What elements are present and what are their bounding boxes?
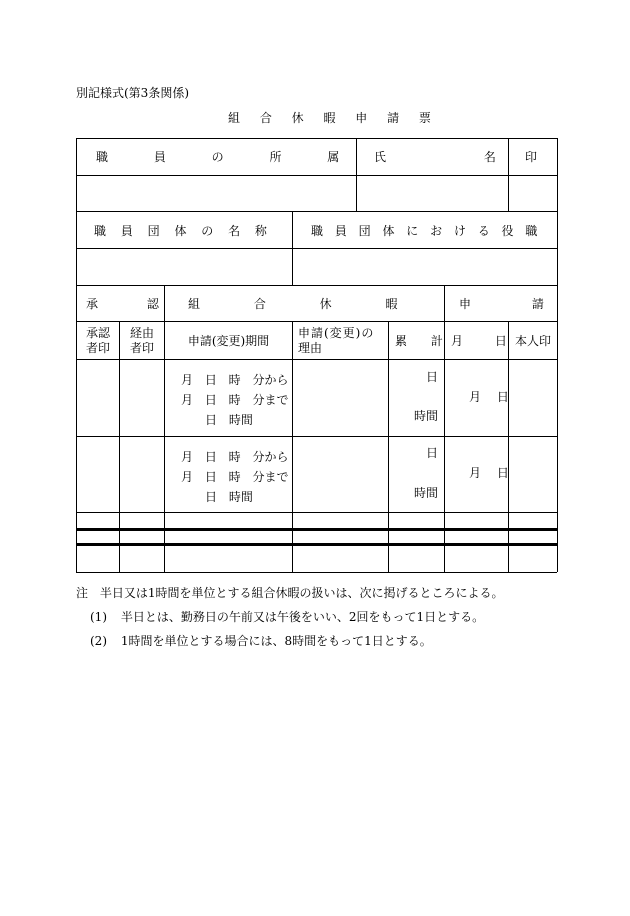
note-item-2: (2) 1時間を単位とする場合には、8時間をもって1日とする。 — [90, 634, 432, 648]
period-header: 申請(変更)期間 — [187, 334, 270, 348]
period-from: 月 日 時 分から — [181, 373, 289, 387]
period-hours: 日 時間 — [205, 490, 253, 504]
page-title: 組 合 休 暇 申 請 票 — [228, 111, 434, 125]
org-name-field[interactable] — [77, 249, 291, 284]
period-to: 月 日 時 分まで — [181, 470, 289, 484]
seal-label: 印 — [525, 150, 538, 164]
org-name-label: 職 員 団 体 の 名 称 — [94, 224, 267, 238]
org-role-field[interactable] — [293, 249, 556, 284]
seal-field[interactable] — [509, 176, 556, 210]
period-from: 月 日 時 分から — [181, 450, 289, 464]
cumulative-header: 累 計 — [395, 334, 443, 348]
cumulative-hour: 時間 — [413, 486, 438, 500]
reason-header-line2: 理由 — [298, 341, 323, 355]
period-hours: 日 時間 — [205, 413, 253, 427]
application-date: 月 日 — [469, 390, 509, 404]
date-header: 月 日 — [451, 334, 507, 348]
approver-seal-header-line2: 者印 — [85, 341, 110, 355]
reason-header-line1: 申請(変更)の — [298, 326, 375, 340]
self-seal-header: 本人印 — [514, 334, 551, 348]
via-seal-header-line2: 者印 — [129, 341, 154, 355]
name-field[interactable] — [357, 176, 507, 210]
period-to: 月 日 時 分まで — [181, 393, 289, 407]
apply-group-header: 申 請 — [459, 297, 544, 311]
note-item-1: (1) 半日とは、勤務日の午前又は午後をいい、2回をもって1日とする。 — [90, 610, 485, 624]
note-main: 注 半日又は1時間を単位とする組合休暇の扱いは、次に掲げるところによる。 — [76, 586, 504, 600]
via-seal-header-line1: 経由 — [129, 326, 154, 340]
affiliation-field[interactable] — [77, 176, 355, 210]
cumulative-hour: 時間 — [413, 409, 438, 423]
cumulative-day: 日 — [426, 370, 439, 384]
name-label: 氏 名 — [374, 150, 496, 164]
approval-group-header: 承 認 — [86, 297, 159, 311]
cumulative-day: 日 — [426, 446, 439, 460]
affiliation-label: 職 員 の 所 属 — [96, 150, 340, 164]
form-reference: 別記様式(第3条関係) — [76, 86, 189, 100]
org-role-label: 職 員 団 体 に お け る 役 職 — [311, 224, 538, 238]
leave-group-header: 組 合 休 暇 — [188, 297, 398, 311]
approver-seal-header-line1: 承認 — [85, 326, 110, 340]
application-date: 月 日 — [469, 466, 509, 480]
